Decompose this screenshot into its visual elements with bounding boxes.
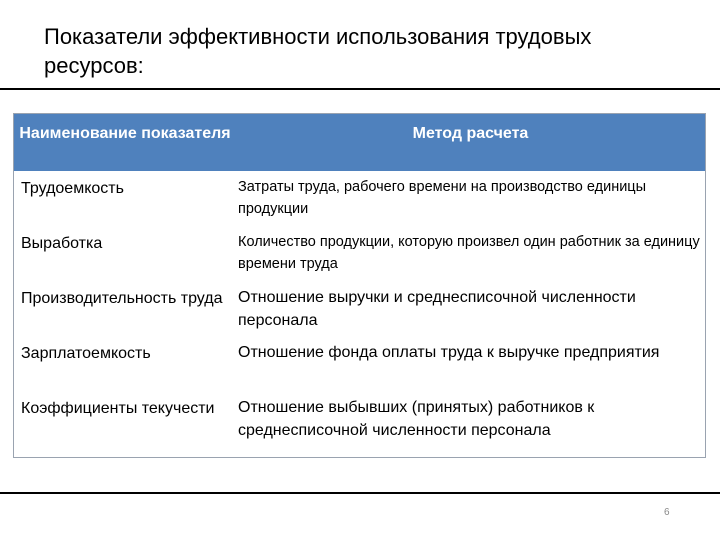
calculation-method: Отношение выручки и среднесписочной численности персонала <box>238 289 636 329</box>
indicators-table <box>13 113 706 458</box>
indicator-name: Трудоемкость <box>21 180 124 197</box>
header-indicator-name: Наименование показателя <box>19 125 231 142</box>
table-row <box>14 226 705 281</box>
indicator-name: Производительность труда <box>21 290 223 307</box>
slide-title: Показатели эффективности использования трудовых ресурсов: <box>44 24 592 78</box>
calculation-method: Количество продукции, которую произвел один работник за единицу времени труда <box>238 234 700 272</box>
table-row <box>14 336 705 391</box>
calculation-method: Затраты труда, рабочего времени на производство единицы продукции <box>238 179 647 217</box>
table-header-row <box>14 114 705 171</box>
indicator-name: Выработка <box>21 235 103 252</box>
table-row <box>14 171 705 226</box>
page-number: 6 <box>664 507 670 518</box>
header-calculation-method: Метод расчета <box>412 125 529 142</box>
table-row <box>14 391 705 457</box>
footer-divider <box>0 492 720 494</box>
title-divider <box>0 88 720 90</box>
indicator-name: Коэффициенты текучести <box>21 400 215 417</box>
indicator-name: Зарплатоемкость <box>21 345 151 362</box>
calculation-method: Отношение выбывших (принятых) работников к среднесписочной численности персонала <box>238 399 595 439</box>
table-row <box>14 281 705 336</box>
calculation-method: Отношение фонда оплаты труда к выручке предприятия <box>238 344 660 361</box>
